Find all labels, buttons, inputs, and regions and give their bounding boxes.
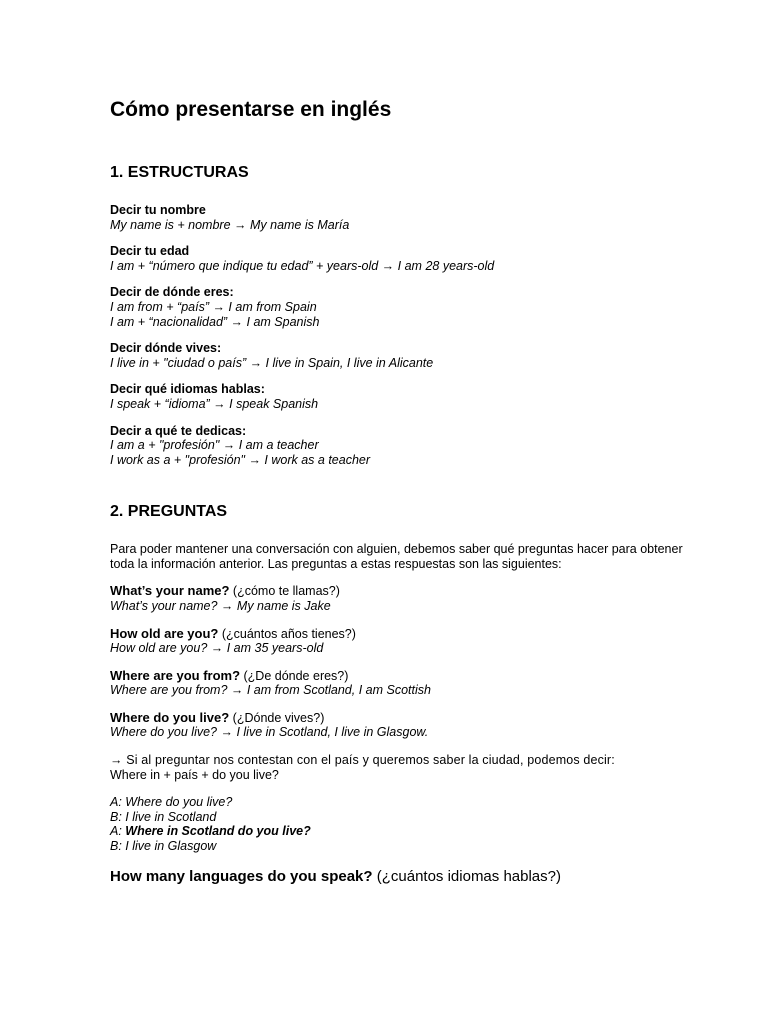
question-translation: (¿De dónde eres?) bbox=[240, 668, 349, 683]
structure-example: I live in + "ciudad o país” → I live in Spain, I live in Alicante bbox=[110, 355, 434, 370]
question-block bbox=[110, 669, 710, 698]
question-block bbox=[110, 584, 710, 613]
question-text: Where are you from? bbox=[110, 667, 241, 683]
dialog-line: A: Where do you live? bbox=[110, 795, 233, 810]
example-dialog bbox=[110, 795, 710, 853]
question-translation: (¿cuántos idiomas hablas?) bbox=[372, 867, 561, 885]
structure-example: I am a + "profesión" → I am a teacher bbox=[110, 438, 319, 453]
question-heading bbox=[110, 627, 710, 642]
question-block bbox=[110, 627, 710, 656]
structure-block bbox=[110, 382, 710, 411]
question-translation: (¿Dónde vives?) bbox=[229, 710, 325, 725]
tip-formula: Where in + país + do you live? bbox=[110, 767, 279, 782]
structure-block bbox=[110, 203, 710, 232]
structure-example: I am from + “país” → I am from Spain bbox=[110, 299, 317, 314]
question-example: What’s your name? → My name is Jake bbox=[110, 598, 331, 613]
question-heading bbox=[110, 669, 710, 684]
question-example: Where are you from? → I am from Scotland, I am Scottish bbox=[110, 683, 431, 698]
dialog-line: B: I live in Glasgow bbox=[110, 839, 217, 854]
tip-block bbox=[110, 753, 710, 782]
question-translation: (¿cuántos años tienes?) bbox=[218, 626, 356, 641]
structure-block bbox=[110, 341, 710, 370]
structure-label: Decir qué idiomas hablas: bbox=[110, 382, 265, 397]
last-question bbox=[110, 867, 710, 887]
question-heading bbox=[110, 711, 710, 726]
dialog-line bbox=[110, 824, 710, 839]
question-text: How old are you? bbox=[110, 625, 219, 641]
structure-label: Decir a qué te dedicas: bbox=[110, 423, 247, 438]
dialog-line: B: I live in Scotland bbox=[110, 809, 217, 824]
section-spacer bbox=[110, 479, 710, 501]
question-text: Where do you live? bbox=[110, 709, 230, 725]
page-title: Cómo presentarse en inglés bbox=[110, 98, 392, 121]
tip-text: → Si al preguntar nos contestan con el país y queremos saber la ciudad, podemos decir: bbox=[110, 753, 615, 768]
structure-label: Decir dónde vives: bbox=[110, 341, 222, 356]
question-text: How many languages do you speak? bbox=[110, 867, 373, 885]
structure-block bbox=[110, 244, 710, 273]
question-block bbox=[110, 711, 710, 740]
structure-label: Decir tu edad bbox=[110, 244, 190, 259]
structure-block bbox=[110, 285, 710, 329]
question-example: Where do you live? → I live in Scotland, I live in Glasgow. bbox=[110, 725, 429, 740]
question-heading bbox=[110, 584, 710, 599]
structure-example: I speak + “idioma” → I speak Spanish bbox=[110, 396, 319, 411]
structure-example: I am + “número que indique tu edad” + years-old → I am 28 years-old bbox=[110, 258, 495, 273]
question-translation: (¿cómo te llamas?) bbox=[229, 584, 340, 599]
intro-paragraph: Para poder mantener una conversación con alguien, debemos saber qué preguntas hacer para obtener toda la información anterior. Las preguntas a estas respuestas son las siguientes: bbox=[110, 542, 683, 572]
question-example: How old are you? → I am 35 years-old bbox=[110, 641, 324, 656]
structure-example: I am + “nacionalidad” → I am Spanish bbox=[110, 314, 320, 329]
structure-example: My name is + nombre → My name is María bbox=[110, 217, 350, 232]
dialog-speaker: A: bbox=[110, 824, 126, 839]
structure-label: Decir de dónde eres: bbox=[110, 285, 234, 300]
structure-label: Decir tu nombre bbox=[110, 203, 206, 217]
dialog-emphasis: Where in Scotland do you live? bbox=[125, 824, 311, 839]
section-heading-estructuras: 1. ESTRUCTURAS bbox=[110, 164, 249, 181]
structure-block bbox=[110, 424, 710, 468]
section-heading-preguntas: 2. PREGUNTAS bbox=[110, 503, 228, 521]
question-text: What’s your name? bbox=[110, 583, 230, 599]
document-page bbox=[110, 96, 710, 887]
structure-example: I work as a + "profesión" → I work as a teacher bbox=[110, 452, 371, 467]
